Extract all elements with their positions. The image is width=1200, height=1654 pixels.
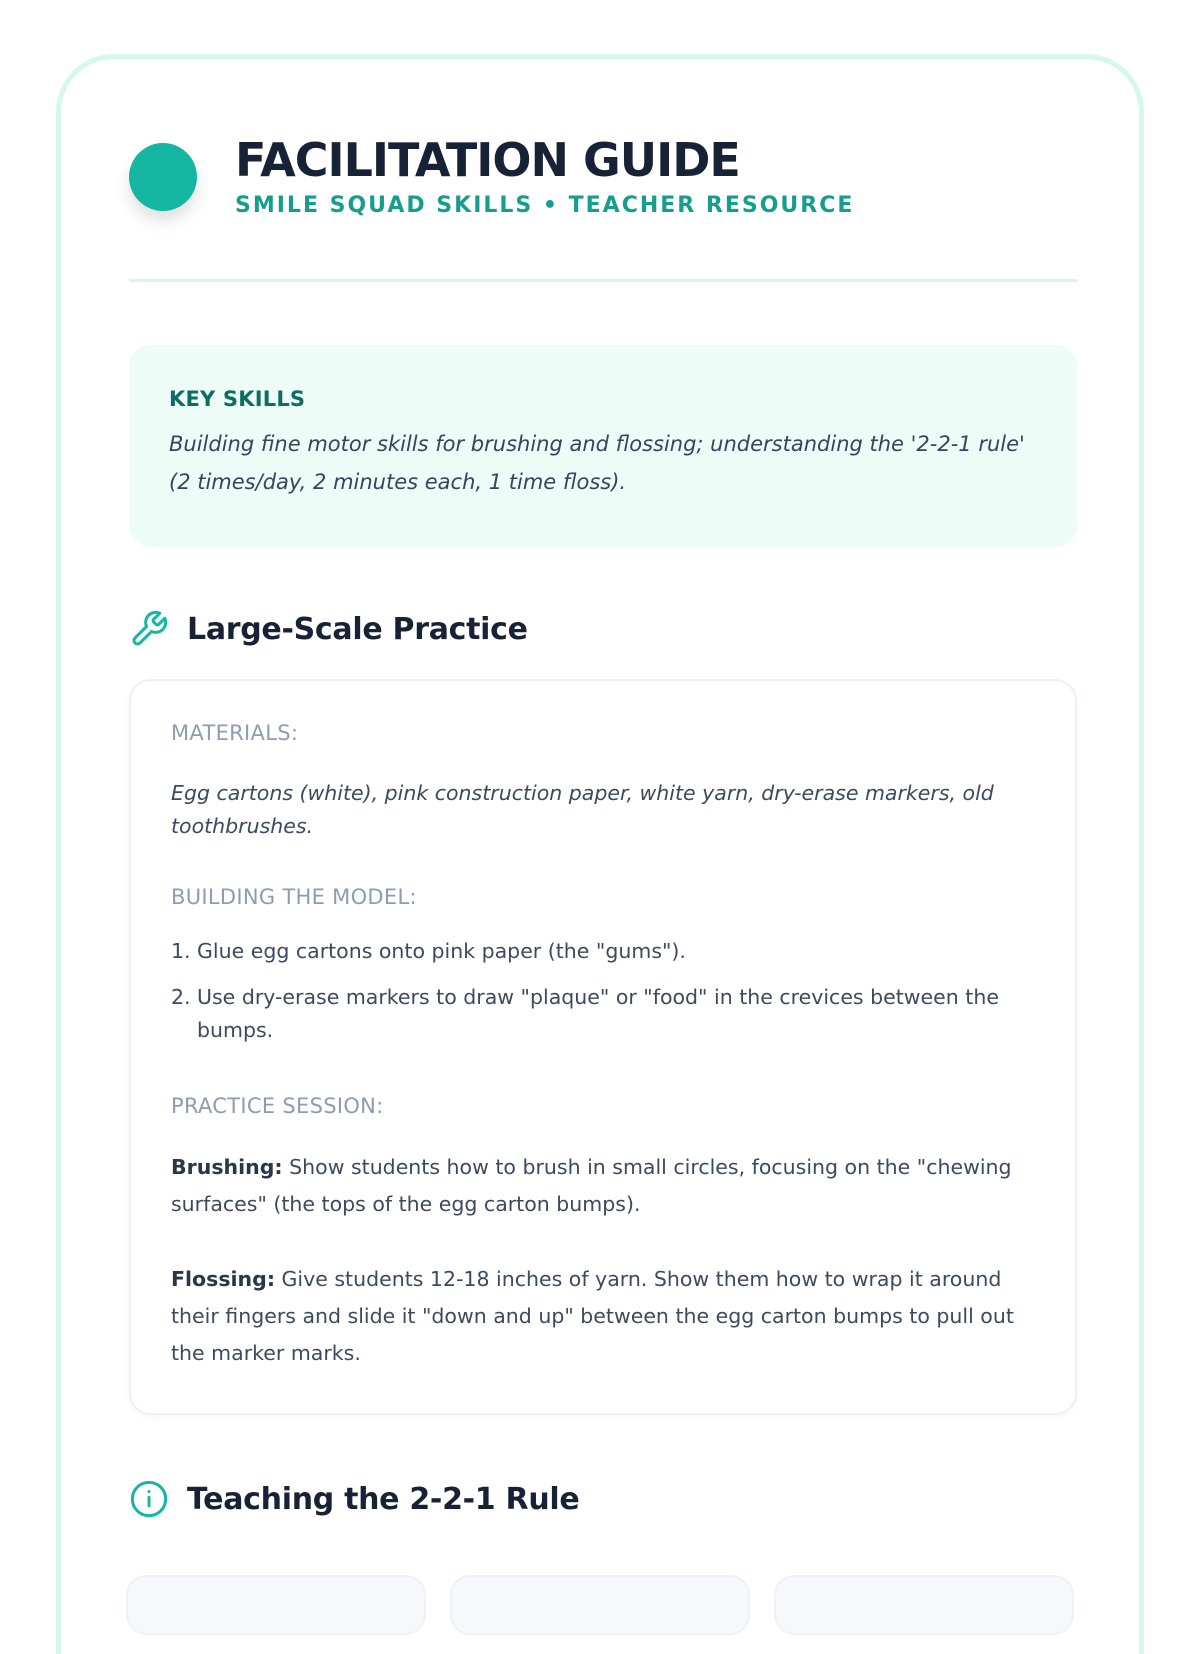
rule-card-2 bbox=[450, 1575, 750, 1635]
practice-session-label: PRACTICE SESSION: bbox=[171, 1094, 384, 1118]
materials-text: Egg cartons (white), pink construction paper, white yarn, dry-erase markers, old toothbrushes. bbox=[171, 781, 994, 838]
step-number: 1. bbox=[171, 939, 191, 963]
brushing-paragraph bbox=[171, 1149, 1031, 1223]
step-text: Glue egg cartons onto pink paper (the "gums"). bbox=[197, 939, 686, 963]
step-text: Use dry-erase markers to draw "plaque" or "food" in the crevices between the bumps. bbox=[197, 985, 999, 1042]
rule-section-title: Teaching the 2-2-1 Rule bbox=[187, 1481, 580, 1517]
materials-label: MATERIALS: bbox=[171, 721, 299, 745]
list-item bbox=[171, 981, 1031, 1047]
flossing-text: Give students 12-18 inches of yarn. Show them how to wrap it around their fingers and slide it "down and up" between the egg carton bumps to pull out the marker marks. bbox=[171, 1267, 1014, 1365]
page-title: FACILITATION GUIDE bbox=[235, 133, 740, 187]
key-skills-label: KEY SKILLS bbox=[169, 387, 306, 411]
practice-section-heading bbox=[129, 607, 528, 651]
key-skills-box bbox=[129, 345, 1077, 547]
logo-dot bbox=[129, 143, 197, 211]
rule-section-heading bbox=[129, 1477, 579, 1521]
rule-card-3 bbox=[774, 1575, 1074, 1635]
practice-section-title: Large-Scale Practice bbox=[187, 611, 528, 647]
practice-card bbox=[129, 679, 1077, 1415]
building-steps-list bbox=[171, 935, 1031, 1060]
flossing-paragraph bbox=[171, 1261, 1031, 1372]
flossing-label: Flossing: bbox=[171, 1267, 276, 1291]
wrench-icon bbox=[129, 609, 169, 649]
list-item bbox=[171, 935, 1031, 968]
rule-card-1 bbox=[126, 1575, 426, 1635]
building-model-label: BUILDING THE MODEL: bbox=[171, 885, 417, 909]
step-number: 2. bbox=[171, 985, 191, 1009]
info-icon bbox=[129, 1479, 169, 1519]
guide-page bbox=[56, 54, 1144, 1654]
page-header bbox=[129, 133, 1077, 282]
brushing-text: Show students how to brush in small circles, focusing on the "chewing surfaces" (the tops of the egg carton bumps). bbox=[171, 1155, 1012, 1216]
key-skills-text: Building fine motor skills for brushing and flossing; understanding the '2-2-1 rule' (2 times/day, 2 minutes each, 1 time floss). bbox=[169, 432, 1025, 494]
page-subtitle: SMILE SQUAD SKILLS • TEACHER RESOURCE bbox=[235, 193, 855, 218]
brushing-label: Brushing: bbox=[171, 1155, 283, 1179]
